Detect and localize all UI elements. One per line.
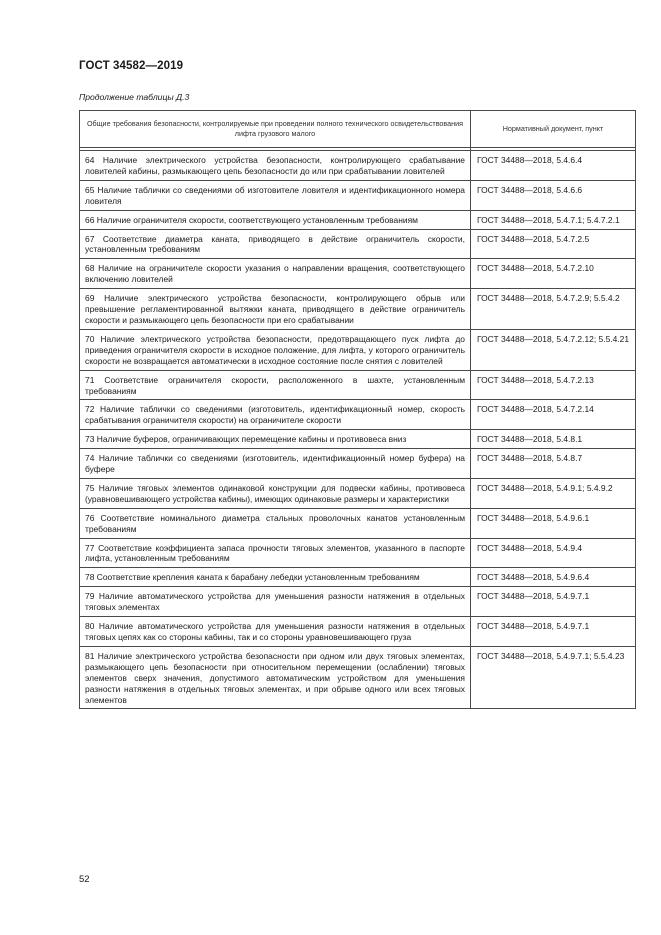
table-row xyxy=(80,587,636,617)
document-header: ГОСТ 34582—2019 xyxy=(79,60,184,72)
table-row xyxy=(80,370,636,400)
requirement-cell: 74 Наличие таблички со сведениями (изготовитель, идентификационный номер буфера) на буфере xyxy=(80,449,471,479)
reference-cell: ГОСТ 34488—2018, 5.4.7.2.10 xyxy=(471,259,636,289)
table-header-row xyxy=(80,111,636,148)
table-row xyxy=(80,449,636,479)
table-row xyxy=(80,400,636,430)
table-caption: Продолжение таблицы Д.3 xyxy=(79,92,190,102)
reference-cell: ГОСТ 34488—2018, 5.4.7.2.12; 5.5.4.21 xyxy=(471,329,636,370)
reference-cell: ГОСТ 34488—2018, 5.4.9.7.1 xyxy=(471,587,636,617)
reference-cell: ГОСТ 34488—2018, 5.4.8.1 xyxy=(471,430,636,449)
table-row xyxy=(80,151,636,181)
requirement-cell: 76 Соответствие номинального диаметра стальных проволочных канатов установленным требованиям xyxy=(80,508,471,538)
table-row xyxy=(80,180,636,210)
requirement-cell: 71 Соответствие ограничителя скорости, расположенного в шахте, установленным требованиям xyxy=(80,370,471,400)
reference-cell: ГОСТ 34488—2018, 5.4.7.2.14 xyxy=(471,400,636,430)
table-row xyxy=(80,329,636,370)
reference-cell: ГОСТ 34488—2018, 5.4.7.2.13 xyxy=(471,370,636,400)
requirement-cell: 77 Соответствие коэффициента запаса прочности тяговых элементов, указанного в паспорте лифта, установленным требованиям xyxy=(80,538,471,568)
requirement-cell: 68 Наличие на ограничителе скорости указания о направлении вращения, соответствующего включению ловителей xyxy=(80,259,471,289)
table-row xyxy=(80,229,636,259)
requirement-cell: 64 Наличие электрического устройства безопасности, контролирующего срабатывание ловителей кабины, размыкающего цепь безопасности до или при срабатывании ловителей xyxy=(80,151,471,181)
requirement-cell: 73 Наличие буферов, ограничивающих перемещение кабины и противовеса вниз xyxy=(80,430,471,449)
reference-cell: ГОСТ 34488—2018, 5.4.9.4 xyxy=(471,538,636,568)
requirements-table xyxy=(79,110,636,709)
reference-cell: ГОСТ 34488—2018, 5.4.9.7.1; 5.5.4.23 xyxy=(471,646,636,709)
table-row xyxy=(80,210,636,229)
reference-cell: ГОСТ 34488—2018, 5.4.9.1; 5.4.9.2 xyxy=(471,478,636,508)
requirement-cell: 78 Соответствие крепления каната к барабану лебедки установленным требованиям xyxy=(80,568,471,587)
reference-cell: ГОСТ 34488—2018, 5.4.6.6 xyxy=(471,180,636,210)
reference-cell: ГОСТ 34488—2018, 5.4.9.6.1 xyxy=(471,508,636,538)
requirement-cell: 79 Наличие автоматического устройства для уменьшения разности натяжения в отдельных тяговых элементах xyxy=(80,587,471,617)
table-row xyxy=(80,617,636,647)
column-header-requirements: Общие требования безопасности, контролируемые при проведении полного технического освидетельствования лифта грузового малого xyxy=(80,111,471,148)
requirement-cell: 75 Наличие тяговых элементов одинаковой конструкции для подвески кабины, противовеса (уравновешивающего устройства кабины), имеющих одинаковые размеры и характеристики xyxy=(80,478,471,508)
table-row xyxy=(80,646,636,709)
requirement-cell: 66 Наличие ограничителя скорости, соответствующего установленным требованиям xyxy=(80,210,471,229)
reference-cell: ГОСТ 34488—2018, 5.4.9.6.4 xyxy=(471,568,636,587)
requirement-cell: 67 Соответствие диаметра каната, приводящего в действие ограничитель скорости, установленным требованиям xyxy=(80,229,471,259)
table-row xyxy=(80,289,636,330)
reference-cell: ГОСТ 34488—2018, 5.4.9.7.1 xyxy=(471,617,636,647)
page-number: 52 xyxy=(79,874,90,885)
reference-cell: ГОСТ 34488—2018, 5.4.7.2.5 xyxy=(471,229,636,259)
table-row xyxy=(80,430,636,449)
table-row xyxy=(80,538,636,568)
column-header-reference: Нормативный документ, пункт xyxy=(471,111,636,148)
reference-cell: ГОСТ 34488—2018, 5.4.8.7 xyxy=(471,449,636,479)
requirement-cell: 81 Наличие электрического устройства безопасности при одном или двух тяговых элементах, размыкающего цепь безопасности при относительном перемещении (ослаблении) тяговых элементов сверх значения, допустимого автоматическим устройством для уменьшения разности натяжения в отдельных тяговых элементах, и при обрыве одного или всех тяговых элементов xyxy=(80,646,471,709)
reference-cell: ГОСТ 34488—2018, 5.4.7.1; 5.4.7.2.1 xyxy=(471,210,636,229)
requirement-cell: 70 Наличие электрического устройства безопасности, предотвращающего пуск лифта до приведения ограничителя скорости в исходное положение, для лифта, у которого ограничитель скорости не возвращается автоматически в исходное состояние после снятия с ловителей xyxy=(80,329,471,370)
reference-cell: ГОСТ 34488—2018, 5.4.7.2.9; 5.5.4.2 xyxy=(471,289,636,330)
table-row xyxy=(80,568,636,587)
table-row xyxy=(80,478,636,508)
table-row xyxy=(80,259,636,289)
reference-cell: ГОСТ 34488—2018, 5.4.6.4 xyxy=(471,151,636,181)
table-row xyxy=(80,508,636,538)
table-body xyxy=(80,148,636,709)
requirement-cell: 65 Наличие таблички со сведениями об изготовителе ловителя и идентификационного номера ловителя xyxy=(80,180,471,210)
requirement-cell: 72 Наличие таблички со сведениями (изготовитель, идентификационный номер, скорость срабатывания ограничителя скорости) на ограничителе скорости xyxy=(80,400,471,430)
requirement-cell: 80 Наличие автоматического устройства для уменьшения разности натяжения в отдельных тяговых цепях как со стороны кабины, так и со стороны уравновешивающего груза xyxy=(80,617,471,647)
requirement-cell: 69 Наличие электрического устройства безопасности, контролирующего обрыв или превышение регламентированной вытяжки каната, приводящего в действие ограничитель скорости и размыкающего цепь безопасности при его срабатывании xyxy=(80,289,471,330)
